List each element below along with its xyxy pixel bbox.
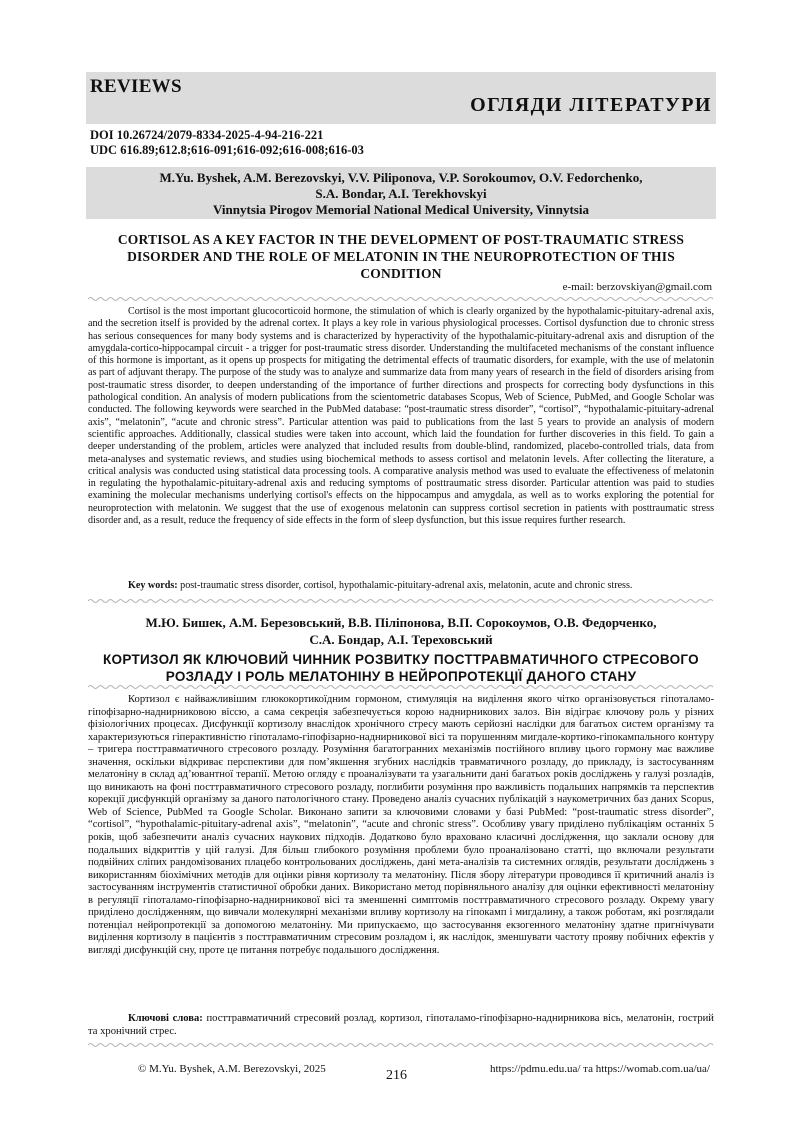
decorative-divider [88, 1042, 714, 1048]
udc: UDC 616.89;612.8;616-091;616-092;616-008;616-03 [90, 143, 364, 157]
section-label-en: REVIEWS [90, 76, 182, 97]
keywords-label-ua: Ключові слова: [128, 1013, 203, 1024]
authors-en-line2: S.A. Bondar, A.I. Terekhovskyi [315, 186, 487, 201]
page-number: 216 [386, 1068, 407, 1083]
keywords-en [88, 580, 714, 592]
authors-ua-line2: С.А. Бондар, А.І. Тереховський [309, 632, 493, 647]
article-identifiers [90, 128, 364, 158]
affiliation: Vinnytsia Pirogov Memorial National Medical University, Vinnytsia [213, 202, 589, 217]
authors-ua [86, 614, 716, 648]
keywords-label-en: Key words: [128, 580, 178, 591]
doi: DOI 10.26724/2079-8334-2025-4-94-216-221 [90, 128, 324, 142]
abstract-en: Cortisol is the most important glucocorticoid hormone, the stimulation of which is clearly organized by the hypothalamic-pituitary-adrenal axis, and the secretion itself is provided by the adrenal cortex. It plays a key role in various physiological processes. Cortisol dysfunction due to chronic stress has serious consequences for many body systems and is characterized by hyperactivity of the hypothalamic-pituitary-adrenal axis and disruption of the amygdala-cortico-hippocampal circuit - a trigger for post-traumatic stress disorder. Understanding the multifaceted mechanisms of the constant influence of this hormone is important, as it opens up prospects for mitigating the detrimental effects of traumatic disorders, for example, with the use of melatonin as part of adjuvant therapy. The purpose of the study was to analyze and summarize data from many years of research in the field of disorders arising from post-traumatic stress disorder, to deepen understanding of the importance of further directions and prospects for correcting body dysfunctions in this pathological condition. An analysis of modern publications from the scientometric databases Scopus, Web of Science, PubMed, and Google Scholar was conducted. The following keywords were searched in the PubMed database: “post-traumatic stress disorder”, “cortisol”, “hypothalamic-pituitary-adrenal axis”, “melatonin”, “acute and chronic stress”. Particular attention was paid to publications from the last 5 years to provide an analysis of modern scientific approaches. Additionally, classical studies were taken into account, which laid the foundation for further discoveries in this field. To gain a deeper understanding of the problem, articles were analyzed that included results from double-blind, randomized, placebo-controlled trials, data from meta-analyses and systematic reviews, and studies using biochemical methods to assess cortisol and melatonin levels. After collecting the literature, a critical analysis was conducted using statistical data processing tools. A comparative analysis method was used to evaluate the effectiveness of melatonin in regulating the hypothalamic-pituitary-adrenal axis and reducing symptoms of posttraumatic stress disorder. Particular attention was paid to studies examining the molecular mechanisms underlying cortisol's effects on the hippocampus and amygdala, as well as to works exploring the potential for neuroprotection with melatonin. We suggest that the use of exogenous melatonin can suppress cortisol secretion in patients with posttraumatic stress disorder and, as a result, reduce the frequency of side effects in the form of sleep dysfunction, but this issue requires further research. [88, 306, 714, 527]
authors-ua-line1: М.Ю. Бишек, А.М. Березовський, В.В. Піліпонова, В.П. Сорокоумов, О.В. Федорченко, [145, 615, 657, 630]
contact-email: e-mail: berzovskiyan@gmail.com [562, 281, 712, 293]
decorative-divider [88, 296, 714, 302]
section-label-ua: ОГЛЯДИ ЛІТЕРАТУРИ [470, 94, 712, 116]
keywords-text-ua: посттравматичний стресовий розлад, кортизол, гіпоталамо-гіпофізарно-наднирникова вісь, мелатонін, гострий та хронічний стрес. [88, 1013, 714, 1037]
decorative-divider [88, 684, 714, 690]
keywords-ua [88, 1013, 714, 1038]
article-title-en: CORTISOL AS A KEY FACTOR IN THE DEVELOPMENT OF POST-TRAUMATIC STRESS DISORDER AND THE ROLE OF MELATONIN IN THE NEUROPROTECTION OF THIS CONDITION [117, 232, 685, 281]
decorative-divider [88, 598, 714, 604]
authors-en [86, 170, 716, 218]
keywords-text-en: post-traumatic stress disorder, cortisol, hypothalamic-pituitary-adrenal axis, melatonin, acute and chronic stress. [177, 580, 633, 591]
footer-copyright: © M.Yu. Byshek, A.M. Berezovskyi, 2025 [138, 1063, 326, 1075]
article-title-ua: КОРТИЗОЛ ЯК КЛЮЧОВИЙ ЧИННИК РОЗВИТКУ ПОСТТРАВМАТИЧНОГО СТРЕСОВОГО РОЗЛАДУ І РОЛЬ МЕЛАТОНІНУ В НЕЙРОПРОТЕКЦІЇ ДАНОГО СТАНУ [103, 652, 699, 684]
footer-urls: https://pdmu.edu.ua/ та https://womab.com.ua/ua/ [489, 1063, 710, 1075]
abstract-ua: Кортизол є найважливішим глюкокортикоїдним гормоном, стимуляція на виділення якого чітко організовується гіпоталамо-гіпофізарно-наднирниковою віссю, а сама секреція забезпечується корою наднирникових залоз. Він відіграє ключову роль у різних фізіологічних процесах. Дисфункції кортизолу внаслідок хронічного стресу мають серйозні наслідки для багатьох систем організму та характеризуються гіперактивністю гіпоталамо-гіпофізарно-наднирникової вісі та порушенням мигдале-кортико-гіпокампального контуру – тригера посттравматичного стресового розладу. Розуміння багатогранних механізмів постійного впливу цього гормону має важливе значення, оскільки відкриває перспективи для пом’якшення згубних наслідків травматичного розладу, до прикладу, із застосуванням мелатоніну в склад ад’ювантної терапії. Метою огляду є проаналізувати та узагальнити дані багатьох років досліджень у галузі розладів, що виникають на фоні посттравматичного стресового розладу, поглибити розуміння про важливість подальших напрямків та перспектив корекції дисфункцій організму за даного патологічного стану. Проведено аналіз сучасних публікацій з наукометричних баз даних Scopus, Web of Science, PubMed та Google Scholar. Виконано запити за ключовими словами у базі PubMed: “post-traumatic stress disorder”, “cortisol”, “hypothalamic-pituitary-adrenal axis”, “melatonin”, “acute and chronic stress”. Особливу увагу приділено публікаціям останніх 5 років, щоб забезпечити аналіз сучасних наукових підходів. Додатково було враховано класичні дослідження, що заклали основу для подальших відкриттів у цій галузі. Для більш глибокого розуміння проблеми було проаналізовано статті, що включали результати подвійних сліпих рандомізованих плацебо контрольованих досліджень, дані мета-аналізів та системних оглядів, результати досліджень з використанням біохімічних методів для оцінки рівня кортизолу та мелатоніну. Після збору літератури проводився її критичний аналіз із застосуванням інструментів статистичної обробки даних. Використано метод порівняльного аналізу для оцінки ефективності мелатоніну в регуляції гіпоталамо-гіпофізарно-наднирникової вісі та зменшенні симптомів посттравматичного стресового розладу. Окрему увагу приділено дослідженням, що вивчали молекулярні механізми впливу кортизолу на гіпокамп і мигдалину, а також роботам, які розглядали потенціал нейропротекції за допомогою мелатоніну. Ми припускаємо, що застосування екзогенного мелатоніну здатне пригнічувати виділення кортизолу в пацієнтів з посттравматичним стресовим розладом і, як наслідок, зменшувати частоту прояву побічних ефектів у вигляді дисфункцій сну, проте це питання потребує подальшого дослідження. [88, 694, 714, 956]
authors-en-line1: M.Yu. Byshek, A.M. Berezovskyi, V.V. Piliponova, V.P. Sorokoumov, O.V. Fedorchenko, [159, 170, 643, 185]
